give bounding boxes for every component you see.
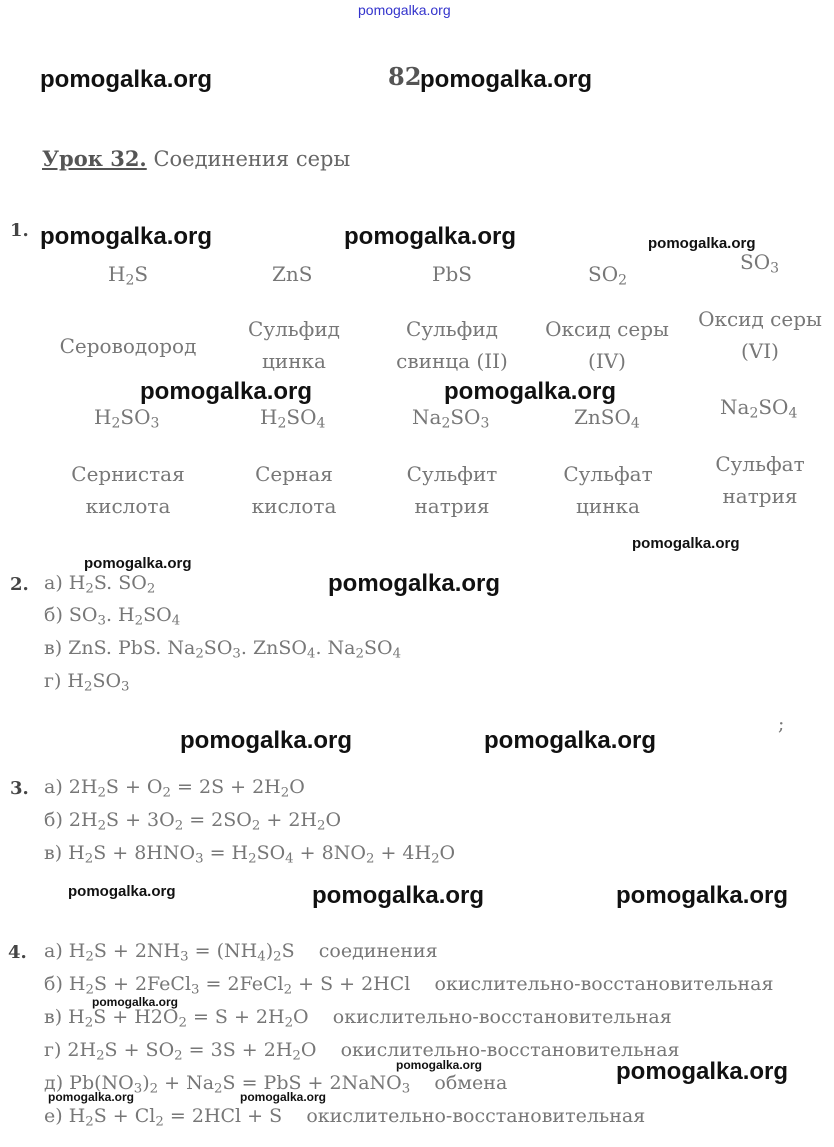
task-2-number: 2. [10, 574, 29, 595]
task-2-line-c: в) ZnS. PbS. $Na_2SO_3$. ZnSO$_4$. $Na_2SO_4$ [44, 637, 402, 662]
formula-na2so4: $Na_2SO_4$ [720, 395, 798, 422]
task-4-line-f: е) $H_2S + Cl_2 = 2HCl + S$ окислительно-восстановительная [44, 1105, 646, 1130]
task-4-type-a: соединения [318, 940, 438, 962]
task-4-label-d: г) [44, 1039, 62, 1061]
watermark: pomogalka.org [344, 223, 517, 250]
watermark: pomogalka.org [84, 555, 192, 572]
task-4-line-d: г) $2H_2S + SO_2 = 3S + 2H_2O$ окислительно-восстановительная [44, 1039, 680, 1064]
name-so2: Оксид серы (IV) [545, 317, 669, 373]
formula-h2so3: $H_2SO_3$ [94, 405, 160, 432]
task-3-line-c: в) $H_2S + 8HNO_3 = H_2SO_4 + 8NO_2 + 4H_2O$ [44, 842, 456, 867]
task-4-label-a: а) [44, 940, 63, 962]
formula-so3: $SO_3$ [740, 250, 780, 277]
task-3-line-a: а) $2H_2S + O_2 = 2S + 2H_2O$ [44, 776, 305, 801]
task-2-label-a: а) [44, 572, 63, 594]
formula-zns: ZnS [272, 262, 313, 286]
task-4-line-c: в) $H_2S + H2O_2 = S + 2H_2O$ окислительно-восстановительная [44, 1006, 672, 1031]
watermark: pomogalka.org [240, 1090, 327, 1104]
task-4-label-c: в) [44, 1006, 63, 1028]
formula-na2so3: $Na_2SO_3$ [412, 405, 490, 432]
name-pbs: Сульфид свинца (II) [396, 317, 508, 373]
watermark: pomogalka.org [484, 727, 657, 754]
task-3-line-b: б) $2H_2S + 3O_2 = 2SO_2 + 2H_2O$ [44, 809, 342, 834]
watermark: pomogalka.org [180, 727, 353, 754]
task-3-label-c: в) [44, 842, 63, 864]
task-1-number: 1. [10, 220, 29, 241]
name-znso4: Сульфат цинка [563, 462, 653, 518]
task-4-type-e: обмена [434, 1072, 508, 1094]
name-h2so3: Сернистая кислота [71, 462, 185, 518]
task-4-type-b: окислительно-восстановительная [434, 973, 774, 995]
task-4-line-a: а) $H_2S + 2NH_3 = (NH_4)_2S$ соединения [44, 940, 438, 965]
name-so3: Оксид серы (VI) [698, 307, 822, 363]
task-4-label-f: е) [44, 1105, 63, 1127]
task-2-line-b: б) $SO_3$. $H_2SO_4$ [44, 604, 181, 629]
task-2-line-a: а) $H_2S$. $SO_2$ [44, 572, 156, 597]
watermark: pomogalka.org [616, 1058, 789, 1085]
watermark: pomogalka.org [40, 223, 213, 250]
task-3-number: 3. [10, 778, 29, 799]
task-2-label-b: б) [44, 604, 63, 626]
name-na2so3: Сульфит натрия [406, 462, 498, 518]
task-4-type-f: окислительно-восстановительная [306, 1105, 646, 1127]
watermark: pomogalka.org [632, 535, 740, 552]
watermark: pomogalka.org [328, 570, 501, 597]
name-na2so4: Сульфат натрия [715, 452, 805, 508]
watermark: pomogalka.org [358, 2, 451, 18]
watermark: pomogalka.org [420, 66, 593, 93]
task-2-label-d: г) [44, 670, 62, 692]
formula-h2s: $H_2S$ [108, 262, 149, 289]
name-h2s: Сероводород [59, 334, 197, 358]
task-4-number: 4. [8, 942, 27, 963]
page-number: 82 [388, 62, 422, 91]
formula-pbs: PbS [432, 262, 472, 286]
lesson-label: Урок 32. [42, 146, 147, 171]
watermark: pomogalka.org [140, 378, 313, 405]
task-2-label-c: в) [44, 637, 63, 659]
name-h2so4: Серная кислота [251, 462, 337, 518]
watermark: pomogalka.org [40, 66, 213, 93]
task-4-label-e: д) [44, 1072, 64, 1094]
watermark: pomogalka.org [92, 995, 179, 1009]
task-3-label-b: б) [44, 809, 63, 831]
lesson-title: Соединения серы [153, 147, 351, 171]
task-4-label-b: б) [44, 973, 63, 995]
watermark: pomogalka.org [616, 882, 789, 909]
watermark: pomogalka.org [312, 882, 485, 909]
watermark: pomogalka.org [396, 1058, 483, 1072]
watermark: pomogalka.org [444, 378, 617, 405]
watermark: pomogalka.org [68, 883, 176, 900]
lesson-heading [42, 146, 350, 171]
stray-mark: ; [778, 713, 785, 735]
task-4-type-c: окислительно-восстановительная [332, 1006, 672, 1028]
formula-znso4: ZnSO$_4$ [574, 405, 640, 432]
task-4-type-d: окислительно-восстановительная [340, 1039, 680, 1061]
formula-h2so4: $H_2SO_4$ [260, 405, 326, 432]
task-3-label-a: а) [44, 776, 63, 798]
formula-so2: $SO_2$ [588, 262, 628, 289]
task-4-line-b: б) $H_2S$ + 2FeCl$_3$ = 2FeCl$_2$ + S + 2HCl окислительно-восстановительная [44, 973, 774, 998]
name-zns: Сульфид цинка [248, 317, 340, 373]
task-4-line-e: д) $Pb(NO_3)_2 + Na_2S$ = PbS + 2NaNO$_3$ обмена [44, 1072, 508, 1097]
watermark: pomogalka.org [48, 1090, 135, 1104]
watermark: pomogalka.org [648, 235, 756, 252]
task-2-line-d: г) $H_2SO_3$ [44, 670, 130, 695]
